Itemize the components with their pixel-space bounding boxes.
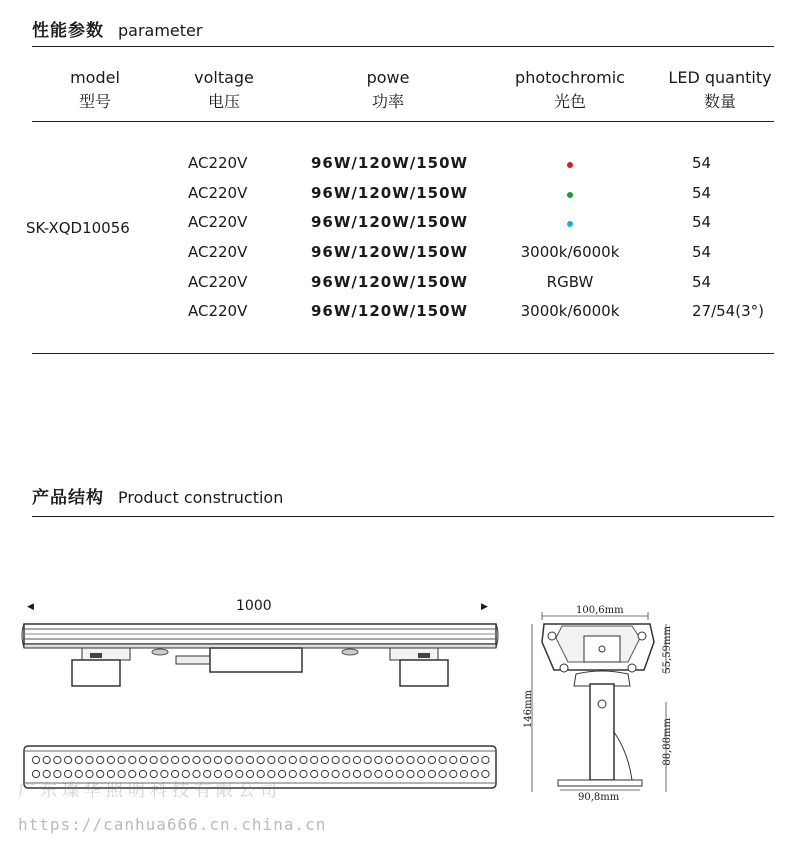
led-dot xyxy=(482,756,489,763)
led-dot xyxy=(364,756,371,763)
led-dot xyxy=(375,756,382,763)
led-dot xyxy=(407,756,414,763)
top-width-label: 100,6mm xyxy=(576,605,624,616)
led-dot xyxy=(32,756,39,763)
led-dot xyxy=(396,756,403,763)
construction-section-header xyxy=(32,483,283,508)
photochromic-value: RGBW xyxy=(546,273,594,291)
photochromic-value xyxy=(470,213,670,231)
header-cn: 电压 xyxy=(207,92,240,111)
company-watermark: 广东璨华照明科技有限公司 xyxy=(18,781,282,801)
led-dot xyxy=(193,756,200,763)
led-dot xyxy=(268,756,275,763)
led-dot xyxy=(161,756,168,763)
led-dot xyxy=(396,770,403,777)
header-voltage xyxy=(149,66,299,114)
header-en: powe xyxy=(366,68,410,87)
led-dot xyxy=(439,756,446,763)
led-dot xyxy=(172,756,179,763)
lower-height-label: 88,88mm xyxy=(662,718,673,766)
led-dot xyxy=(107,756,114,763)
led-quantity-value: 27/54(3°) xyxy=(692,302,764,320)
led-dot xyxy=(75,756,82,763)
led-dot xyxy=(43,756,50,763)
photochromic-value: 3000k/6000k xyxy=(520,302,620,320)
led-dot xyxy=(471,756,478,763)
led-dot xyxy=(182,756,189,763)
section-divider xyxy=(32,516,774,517)
upper-height-label: 55,59mm xyxy=(662,626,673,674)
voltage-value: AC220V xyxy=(188,243,248,261)
header-model xyxy=(20,66,170,114)
parameter-title-cn: 性能参数 xyxy=(32,21,104,41)
red-color-dot xyxy=(567,162,573,168)
led-dot xyxy=(204,756,211,763)
photochromic-value xyxy=(470,184,670,202)
url-watermark: https://canhua666.cn.china.cn xyxy=(18,815,327,834)
header-en: model xyxy=(70,68,120,87)
side-view-drawing xyxy=(20,618,500,690)
led-quantity-value: 54 xyxy=(692,213,712,231)
end-view-drawing xyxy=(528,612,678,812)
led-dot xyxy=(289,756,296,763)
led-dot xyxy=(214,756,221,763)
left-arrow-icon: ◀ xyxy=(27,602,34,612)
led-dot xyxy=(353,756,360,763)
power-value: 96W/120W/150W xyxy=(311,213,469,231)
header-en: LED quantity xyxy=(668,68,772,87)
led-dot xyxy=(118,756,125,763)
led-dot xyxy=(375,770,382,777)
parameter-section-header xyxy=(32,16,202,41)
right-arrow-icon: ▶ xyxy=(481,602,488,612)
led-dot xyxy=(450,770,457,777)
led-dot xyxy=(364,770,371,777)
led-dot xyxy=(321,756,328,763)
led-dot xyxy=(343,770,350,777)
led-dot xyxy=(246,756,253,763)
led-dot xyxy=(129,756,136,763)
table-header-divider xyxy=(32,121,774,122)
led-dot xyxy=(418,770,425,777)
bottom-width-label: 90,8mm xyxy=(578,792,620,803)
header-en: voltage xyxy=(194,68,254,87)
led-dot xyxy=(332,756,339,763)
led-dot xyxy=(450,756,457,763)
led-dot xyxy=(54,756,61,763)
led-dot xyxy=(86,756,93,763)
led-dot xyxy=(65,756,72,763)
voltage-value: AC220V xyxy=(188,154,248,172)
led-dot xyxy=(279,756,286,763)
header-led-quantity xyxy=(645,66,790,114)
length-dimension-label: 1000 xyxy=(236,598,272,614)
led-dot xyxy=(311,770,318,777)
power-value: 96W/120W/150W xyxy=(311,184,469,202)
power-value: 96W/120W/150W xyxy=(311,243,469,261)
voltage-value: AC220V xyxy=(188,213,248,231)
header-power xyxy=(313,66,463,114)
table-bottom-divider xyxy=(32,353,774,354)
photochromic-value: 3000k/6000k xyxy=(520,243,620,261)
header-photochromic xyxy=(495,66,645,114)
blue-color-dot xyxy=(567,221,573,227)
led-dot xyxy=(321,770,328,777)
led-dot xyxy=(428,770,435,777)
photochromic-value xyxy=(470,154,670,172)
voltage-value: AC220V xyxy=(188,302,248,320)
construction-title-en: Product construction xyxy=(118,488,284,507)
led-dot xyxy=(471,770,478,777)
total-height-label: 146mm xyxy=(523,690,534,729)
led-dot xyxy=(482,770,489,777)
parameter-title-en: parameter xyxy=(118,21,203,40)
led-quantity-value: 54 xyxy=(692,273,712,291)
green-color-dot xyxy=(567,192,573,198)
led-dot xyxy=(428,756,435,763)
led-dot xyxy=(139,756,146,763)
led-dot xyxy=(332,770,339,777)
power-value: 96W/120W/150W xyxy=(311,273,469,291)
led-dot xyxy=(343,756,350,763)
led-quantity-value: 54 xyxy=(692,154,712,172)
construction-title-cn: 产品结构 xyxy=(32,488,104,508)
power-value: 96W/120W/150W xyxy=(311,154,469,172)
header-cn: 数量 xyxy=(703,92,736,111)
header-cn: 功率 xyxy=(371,92,404,111)
led-dot xyxy=(225,756,232,763)
led-dot xyxy=(418,756,425,763)
led-dot xyxy=(439,770,446,777)
header-cn: 光色 xyxy=(553,92,586,111)
led-dot xyxy=(386,770,393,777)
header-cn: 型号 xyxy=(78,92,111,111)
voltage-value: AC220V xyxy=(188,273,248,291)
led-dot xyxy=(289,770,296,777)
led-dot xyxy=(386,756,393,763)
led-dot xyxy=(460,756,467,763)
model-value: SK-XQD10056 xyxy=(26,219,130,237)
led-dot xyxy=(460,770,467,777)
led-dot xyxy=(150,756,157,763)
led-dot xyxy=(311,756,318,763)
led-dot xyxy=(257,756,264,763)
led-dot xyxy=(236,756,243,763)
led-dot xyxy=(300,756,307,763)
led-dot xyxy=(407,770,414,777)
voltage-value: AC220V xyxy=(188,184,248,202)
led-quantity-value: 54 xyxy=(692,243,712,261)
led-dot xyxy=(353,770,360,777)
header-en: photochromic xyxy=(515,68,625,87)
section-divider xyxy=(32,46,774,47)
led-quantity-value: 54 xyxy=(692,184,712,202)
power-value: 96W/120W/150W xyxy=(311,302,469,320)
led-dot xyxy=(300,770,307,777)
led-dot xyxy=(97,756,104,763)
